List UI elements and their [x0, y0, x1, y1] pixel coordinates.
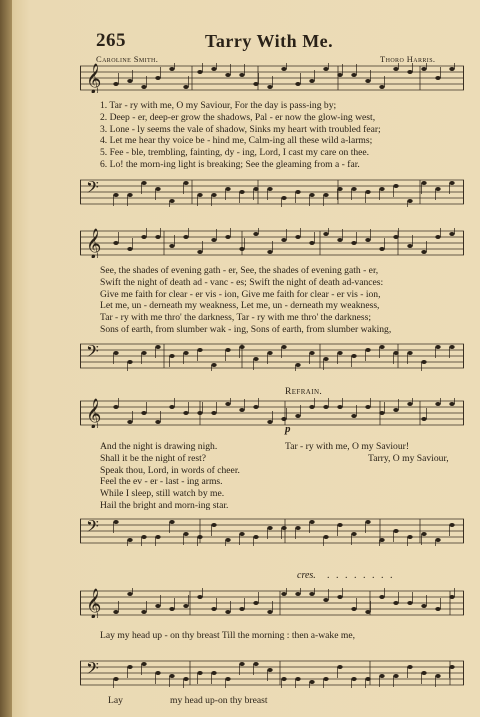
note-head — [365, 677, 370, 681]
note-head — [267, 668, 272, 672]
note-head — [309, 680, 314, 684]
bass-clef: 𝄢 — [86, 516, 99, 540]
note-head — [449, 665, 454, 669]
note-head — [197, 595, 202, 599]
crescendo-mark: cres. — [297, 570, 316, 581]
note-head — [127, 360, 132, 364]
note-head — [253, 232, 258, 236]
note-head — [113, 351, 118, 355]
note-head — [127, 665, 132, 669]
note-head — [379, 85, 384, 89]
verse-line: 2. Deep - er, deep-er grow the shadows, Pal - er now the glow-ing west, — [100, 111, 376, 123]
note-head — [421, 250, 426, 254]
dynamic-piano: p — [285, 423, 291, 435]
verses-system-2 — [100, 265, 470, 336]
note-head — [239, 247, 244, 251]
book-spine — [0, 0, 12, 717]
note-head — [295, 82, 300, 86]
verse-line: Shall it be the night of rest? — [100, 452, 207, 464]
note-head — [239, 607, 244, 611]
note-head — [127, 79, 132, 83]
note-head — [127, 538, 132, 542]
note-head — [211, 238, 216, 242]
note-head — [295, 526, 300, 530]
note-head — [323, 357, 328, 361]
note-head — [239, 345, 244, 349]
note-head — [113, 610, 118, 614]
note-head — [295, 235, 300, 239]
verse-line: Hail the bright and morn-ing star. — [100, 499, 229, 511]
treble-staff-2 — [80, 228, 464, 258]
note-head — [113, 405, 118, 409]
note-head — [323, 193, 328, 197]
note-head — [407, 199, 412, 203]
note-head — [351, 73, 356, 77]
verses-system-1 — [100, 100, 470, 171]
bass-staff-3 — [80, 516, 464, 546]
note-head — [449, 181, 454, 185]
note-head — [435, 345, 440, 349]
note-head — [449, 345, 454, 349]
note-head — [281, 196, 286, 200]
note-head — [281, 67, 286, 71]
note-head — [435, 402, 440, 406]
treble-staff-1 — [80, 63, 464, 93]
note-head — [211, 523, 216, 527]
note-head — [323, 405, 328, 409]
verse-line: While I sleep, still watch by me. — [100, 488, 225, 500]
note-head — [421, 417, 426, 421]
note-head — [183, 235, 188, 239]
note-head — [155, 187, 160, 191]
note-head — [211, 671, 216, 675]
note-head — [225, 187, 230, 191]
note-head — [407, 70, 412, 74]
treble-clef: 𝄞 — [86, 64, 102, 93]
note-head — [155, 345, 160, 349]
note-head — [141, 85, 146, 89]
note-head — [337, 351, 342, 355]
note-head — [267, 85, 272, 89]
note-head — [113, 520, 118, 524]
note-head — [379, 411, 384, 415]
verse-line: Swift the night of death ad - vanc - es; Swift the night of death ad-vances: — [100, 276, 384, 288]
note-head — [379, 345, 384, 349]
note-head — [267, 250, 272, 254]
note-head — [267, 526, 272, 530]
note-head — [169, 354, 174, 358]
note-head — [197, 348, 202, 352]
note-head — [155, 420, 160, 424]
note-head — [183, 181, 188, 185]
note-head — [211, 67, 216, 71]
note-head — [141, 351, 146, 355]
note-head — [197, 535, 202, 539]
verse-line: Tar - ry with me thro' the darkness, Tar - ry with me thro' the darkness; — [100, 312, 372, 324]
note-head — [141, 411, 146, 415]
note-head — [351, 677, 356, 681]
note-head — [421, 671, 426, 675]
note-head — [309, 351, 314, 355]
note-head — [379, 674, 384, 678]
note-head — [113, 82, 118, 86]
hymn-title: Tarry With Me. — [205, 31, 334, 51]
note-head — [281, 677, 286, 681]
verse-line: 5. Fee - ble, trembling, fainting, dy - ing, Lord, I cast my care on thee. — [100, 147, 370, 159]
note-head — [351, 354, 356, 358]
note-head — [435, 187, 440, 191]
note-head — [141, 235, 146, 239]
note-head — [365, 520, 370, 524]
note-head — [421, 604, 426, 608]
note-head — [127, 592, 132, 596]
note-head — [393, 408, 398, 412]
note-head — [155, 671, 160, 675]
note-head — [197, 70, 202, 74]
note-head — [309, 592, 314, 596]
note-head — [225, 402, 230, 406]
bass-lyric-lay: Lay — [108, 695, 123, 706]
treble-staff-3 — [80, 398, 464, 428]
note-head — [239, 662, 244, 666]
verse-line: 4. Let me hear thy voice be - hind me, Calm-ing all these wild a-larms; — [100, 135, 373, 147]
note-head — [337, 595, 342, 599]
bass-clef: 𝄢 — [86, 177, 99, 201]
note-head — [225, 235, 230, 239]
note-head — [379, 247, 384, 251]
note-head — [267, 420, 272, 424]
note-head — [393, 529, 398, 533]
note-head — [295, 414, 300, 418]
note-head — [295, 363, 300, 367]
note-head — [197, 193, 202, 197]
note-head — [127, 420, 132, 424]
note-head — [197, 671, 202, 675]
note-head — [407, 601, 412, 605]
note-head — [253, 82, 258, 86]
note-head — [183, 604, 188, 608]
note-head — [155, 604, 160, 608]
note-head — [253, 535, 258, 539]
note-head — [155, 235, 160, 239]
note-head — [393, 674, 398, 678]
note-head — [281, 417, 286, 421]
note-head — [351, 414, 356, 418]
note-head — [239, 408, 244, 412]
note-head — [365, 610, 370, 614]
note-head — [169, 674, 174, 678]
note-head — [183, 411, 188, 415]
note-head — [379, 595, 384, 599]
note-head — [239, 73, 244, 77]
verse-line: Sons of earth, from slumber wak - ing, Sons of earth, from slumber waking, — [100, 323, 392, 335]
refrain-lyric-3: Lay my head up - on thy breast Till the morning : then a-wake me, — [100, 630, 355, 641]
note-head — [309, 193, 314, 197]
note-head — [309, 405, 314, 409]
hymn-number: 265 — [96, 30, 126, 51]
verse-line: Speak thou, Lord, in words of cheer. — [100, 464, 240, 476]
note-head — [421, 360, 426, 364]
refrain-lyric-1: Tar - ry with me, O my Saviour! — [285, 441, 410, 452]
note-head — [421, 532, 426, 536]
note-head — [183, 351, 188, 355]
note-head — [323, 232, 328, 236]
note-head — [267, 351, 272, 355]
note-head — [253, 662, 258, 666]
note-head — [211, 193, 216, 197]
bass-clef: 𝄢 — [86, 341, 99, 365]
note-head — [239, 190, 244, 194]
note-head — [365, 190, 370, 194]
refrain-lyric-2: Tarry, O my Saviour, — [368, 453, 449, 464]
bass-lyric-rest: my head up-on thy breast — [170, 695, 268, 706]
note-head — [183, 677, 188, 681]
note-head — [351, 532, 356, 536]
verse-line: Let me, un - derneath my weakness, Let me, un - derneath my weakness, — [100, 300, 380, 312]
note-head — [323, 535, 328, 539]
refrain-label: Refrain. — [285, 387, 323, 397]
note-head — [113, 193, 118, 197]
note-head — [407, 351, 412, 355]
bass-staff-4 — [80, 658, 464, 688]
note-head — [155, 535, 160, 539]
note-head — [141, 610, 146, 614]
note-head — [253, 187, 258, 191]
note-head — [211, 411, 216, 415]
note-head — [169, 67, 174, 71]
note-head — [267, 610, 272, 614]
note-head — [113, 677, 118, 681]
note-head — [211, 363, 216, 367]
note-head — [365, 348, 370, 352]
bass-staff-1 — [80, 177, 464, 207]
verse-line: See, the shades of evening gath - er, See, the shades of evening gath - er, — [100, 265, 379, 276]
note-head — [253, 601, 258, 605]
note-head — [309, 79, 314, 83]
verse-line: 6. Lo! the morn-ing light is breaking; See the gleaming from a - far. — [100, 158, 360, 170]
treble-staff-4 — [80, 588, 464, 618]
bass-clef: 𝄢 — [86, 658, 99, 682]
note-head — [225, 677, 230, 681]
note-head — [141, 181, 146, 185]
note-head — [379, 538, 384, 542]
note-head — [127, 247, 132, 251]
treble-clef: 𝄞 — [86, 399, 102, 428]
note-head — [407, 665, 412, 669]
bass-staff-2 — [80, 341, 464, 371]
note-head — [393, 601, 398, 605]
hymn-author: Caroline Smith. — [96, 54, 159, 64]
note-head — [141, 662, 146, 666]
note-head — [337, 665, 342, 669]
treble-clef: 𝄞 — [86, 229, 102, 258]
note-head — [253, 405, 258, 409]
verse-line: Feel the ev - er - last - ing arms. — [100, 476, 223, 488]
note-head — [351, 607, 356, 611]
note-head — [351, 241, 356, 245]
note-head — [407, 535, 412, 539]
note-head — [337, 405, 342, 409]
note-head — [435, 235, 440, 239]
note-head — [183, 532, 188, 536]
note-head — [225, 348, 230, 352]
note-head — [337, 73, 342, 77]
note-head — [449, 523, 454, 527]
note-head — [435, 674, 440, 678]
note-head — [407, 402, 412, 406]
note-head — [281, 238, 286, 242]
note-head — [421, 181, 426, 185]
note-head — [365, 238, 370, 242]
note-head — [449, 232, 454, 236]
note-head — [393, 235, 398, 239]
note-head — [225, 538, 230, 542]
note-head — [169, 520, 174, 524]
note-head — [267, 187, 272, 191]
note-head — [225, 610, 230, 614]
note-head — [113, 241, 118, 245]
note-head — [449, 595, 454, 599]
note-head — [393, 67, 398, 71]
note-head — [295, 677, 300, 681]
note-head — [435, 607, 440, 611]
note-head — [169, 199, 174, 203]
note-head — [281, 345, 286, 349]
hymn-composer: Thoro Harris. — [380, 54, 436, 64]
note-head — [197, 250, 202, 254]
treble-clef: 𝄞 — [86, 589, 102, 618]
note-head — [211, 607, 216, 611]
note-head — [323, 598, 328, 602]
note-head — [169, 244, 174, 248]
crescendo-dots: . . . . . . . . — [327, 570, 395, 581]
note-head — [239, 532, 244, 536]
note-head — [449, 402, 454, 406]
verses-system-3 — [100, 441, 240, 512]
note-head — [323, 677, 328, 681]
note-head — [365, 405, 370, 409]
note-head — [295, 190, 300, 194]
verse-line: Give me faith for clear - er vis - ion, Give me faith for clear - er vis - ion, — [100, 288, 381, 300]
note-head — [169, 607, 174, 611]
verse-line: And the night is drawing nigh. — [100, 441, 218, 452]
verse-line: 1. Tar - ry with me, O my Saviour, For the day is pass-ing by; — [100, 100, 337, 111]
note-head — [141, 535, 146, 539]
note-head — [281, 526, 286, 530]
note-head — [421, 67, 426, 71]
note-head — [449, 67, 454, 71]
note-head — [393, 184, 398, 188]
note-head — [155, 76, 160, 80]
note-head — [379, 187, 384, 191]
note-head — [169, 405, 174, 409]
note-head — [295, 592, 300, 596]
verse-line: 3. Lone - ly seems the vale of shadow, Sinks my heart with troubled fear; — [100, 123, 381, 135]
note-head — [407, 244, 412, 248]
note-head — [281, 592, 286, 596]
note-head — [309, 520, 314, 524]
note-head — [337, 523, 342, 527]
note-head — [225, 73, 230, 77]
note-head — [435, 76, 440, 80]
note-head — [365, 79, 370, 83]
note-head — [183, 85, 188, 89]
note-head — [323, 67, 328, 71]
note-head — [337, 187, 342, 191]
note-head — [127, 193, 132, 197]
note-head — [309, 241, 314, 245]
note-head — [337, 238, 342, 242]
note-head — [393, 351, 398, 355]
note-head — [253, 357, 258, 361]
note-head — [435, 538, 440, 542]
note-head — [197, 411, 202, 415]
note-head — [351, 187, 356, 191]
